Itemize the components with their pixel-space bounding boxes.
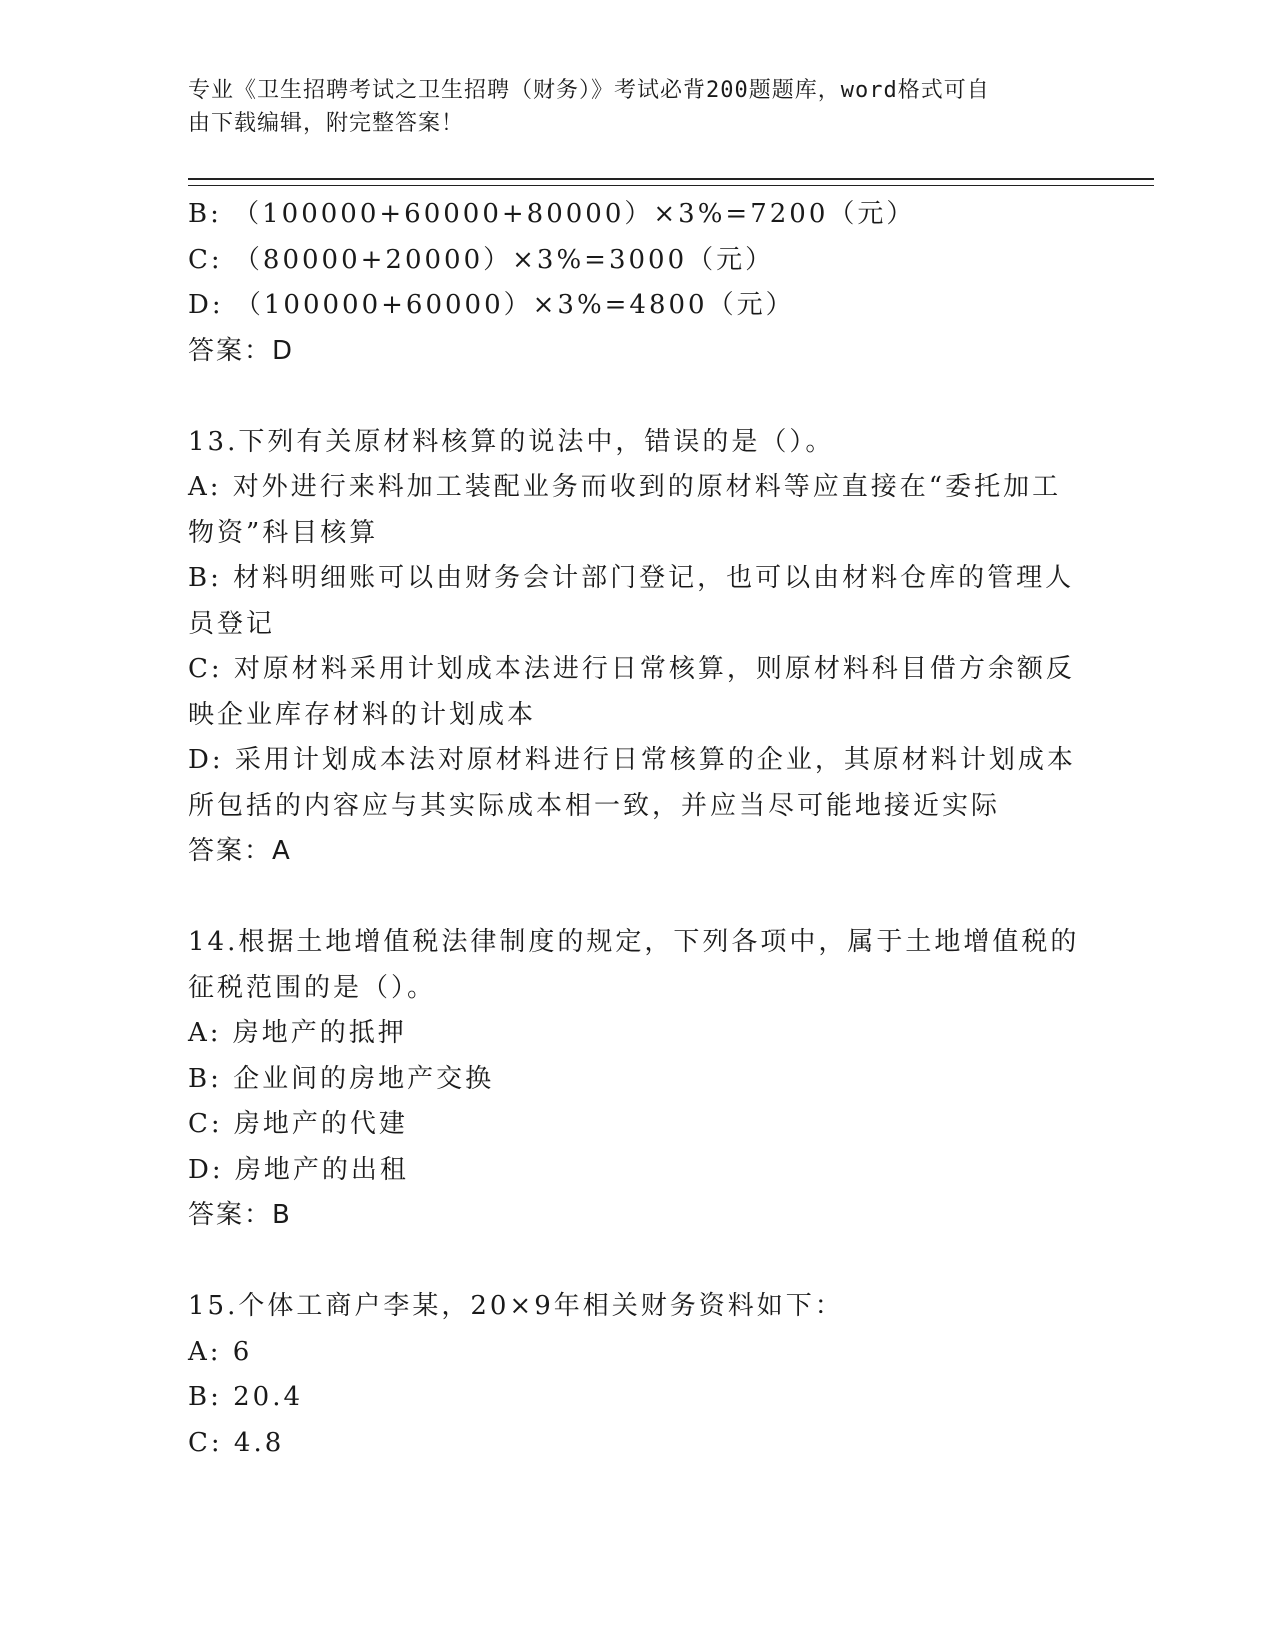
option-c: C: 房地产的代建 xyxy=(188,1109,408,1139)
question-12 xyxy=(188,192,1088,374)
header-line-2: 由下载编辑，附完整答案！ xyxy=(188,111,465,136)
question-list xyxy=(188,192,1088,1466)
option-b: B: （100000+60000+80000）×3%=7200（元） xyxy=(188,199,916,229)
question-stem: 15.个体工商户李某，20×9年相关财务资料如下： xyxy=(188,1291,844,1321)
option-a-cont: 物资”科目核算 xyxy=(188,517,379,548)
spacer xyxy=(188,374,1088,420)
option-b: B: 企业间的房地产交换 xyxy=(188,1063,495,1094)
option-d-cont: 所包括的内容应与其实际成本相一致，并应当尽可能地接近实际 xyxy=(188,790,1001,821)
question-13 xyxy=(188,420,1088,875)
option-a: A: 房地产的抵押 xyxy=(188,1018,407,1048)
spacer xyxy=(188,1239,1088,1285)
question-stem: 14.根据土地增值税法律制度的规定，下列各项中，属于土地增值税的 xyxy=(188,927,1080,957)
answer: 答案：A xyxy=(188,836,292,866)
header-line-1: 专业《卫生招聘考试之卫生招聘（财务）》考试必背200题题库，word格式可自 xyxy=(188,78,990,103)
question-15 xyxy=(188,1284,1088,1466)
answer: 答案：B xyxy=(188,1200,292,1230)
option-d: D: 采用计划成本法对原材料进行日常核算的企业，其原材料计划成本 xyxy=(188,745,1076,775)
question-stem-cont: 征税范围的是（）。 xyxy=(188,972,437,1003)
question-stem: 13.下列有关原材料核算的说法中，错误的是（）。 xyxy=(188,426,835,457)
answer: 答案：D xyxy=(188,335,295,366)
option-a: A: 6 xyxy=(188,1336,253,1367)
option-c: C: 对原材料采用计划成本法进行日常核算，则原材料科目借方余额反 xyxy=(188,654,1075,684)
question-14 xyxy=(188,920,1088,1239)
option-c: C: （80000+20000）×3%=3000（元） xyxy=(188,244,775,275)
header-divider xyxy=(188,178,1154,186)
option-c: C: 4.8 xyxy=(188,1427,285,1458)
option-b-cont: 员登记 xyxy=(188,608,276,639)
option-b: B: 材料明细账可以由财务会计部门登记，也可以由材料仓库的管理人 xyxy=(188,563,1075,593)
option-d: D: （100000+60000）×3%=4800（元） xyxy=(188,290,795,320)
option-a: A: 对外进行来料加工装配业务而收到的原材料等应直接在“委托加工 xyxy=(188,472,1062,502)
document-header xyxy=(188,74,1078,140)
option-d: D: 房地产的出租 xyxy=(188,1154,409,1185)
spacer xyxy=(188,875,1088,921)
option-c-cont: 映企业库存材料的计划成本 xyxy=(188,699,537,730)
option-b: B: 20.4 xyxy=(188,1382,304,1412)
